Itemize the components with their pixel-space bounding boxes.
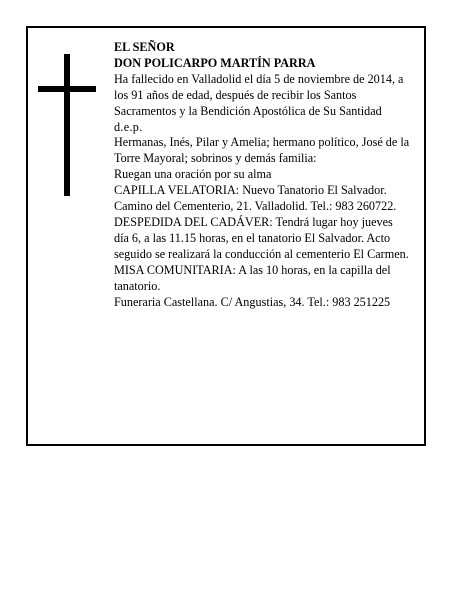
obituary-text bbox=[114, 40, 410, 310]
funeral-home-info: Funeraria Castellana. C/ Angustias, 34. Tel.: 983 251225 bbox=[114, 294, 391, 309]
salutation: EL SEÑOR bbox=[114, 40, 175, 54]
mass-info: MISA COMUNITARIA: A las 10 horas, en la capilla del tanatorio. bbox=[114, 262, 391, 293]
chapel-info: CAPILLA VELATORIA: Nuevo Tanatorio El Salvador. Camino del Cementerio, 21. Valladolid. Tel.: 983 260722. bbox=[114, 183, 397, 214]
cross-horizontal-bar bbox=[38, 86, 96, 92]
rip-text: d.e.p. bbox=[114, 119, 143, 134]
farewell-info: DESPEDIDA DEL CADÁVER: Tendrá lugar hoy jueves día 6, a las 11.15 horas, en el tanatorio El Salvador. Acto seguido se realizará la conducción al cementerio El Carmen. bbox=[114, 214, 409, 261]
deceased-name: DON POLICARPO MARTÍN PARRA bbox=[114, 55, 316, 70]
prayer-request: Ruegan una oración por su alma bbox=[114, 167, 272, 182]
death-statement: Ha fallecido en Valladolid el día 5 de noviembre de 2014, a los 91 años de edad, después de recibir los Santos Sacramentos y la Bendición Apostólica de Su Santidad bbox=[114, 71, 404, 118]
cross-vertical-bar bbox=[64, 54, 70, 196]
cross-icon bbox=[38, 54, 96, 196]
family-list: Hermanas, Inés, Pilar y Amelia; hermano político, José de la Torre Mayoral; sobrinos y demás familia: bbox=[114, 135, 410, 166]
